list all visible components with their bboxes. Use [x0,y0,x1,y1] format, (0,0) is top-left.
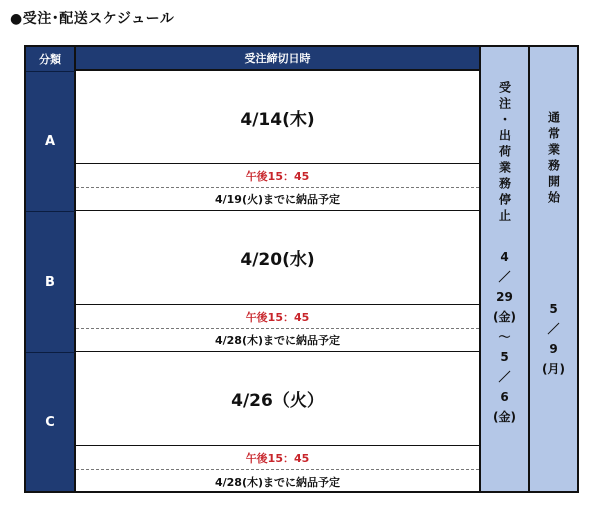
resume-label: 通常業務開始 [546,111,561,207]
resume-column [528,47,577,491]
suspension-period-line: (金) [493,310,516,324]
suspension-period-line: ／ [498,370,511,384]
deadline-date-b: 4/20(水) [76,211,479,305]
deadline-time-c: 午後15：45 [76,446,479,470]
suspension-period-line: 29 [496,290,513,304]
suspension-period-line: ／ [498,270,511,284]
delivery-a: 4/19(火)までに納品予定 [76,188,479,211]
suspension-period-line: ～ [498,330,511,344]
suspension-period-line: (金) [493,410,516,424]
suspension-period-line: 5 [500,350,509,364]
page-title: ●受注･配送スケジュール [10,11,175,27]
deadline-time-a: 午後15：45 [76,164,479,188]
delivery-c: 4/28(木)までに納品予定 [214,475,341,489]
category-c: C [26,352,76,491]
header-category: 分類 [26,47,76,71]
category-b: B [26,211,76,352]
resume-date-line: 5 [549,302,558,316]
resume-date [542,299,565,379]
deadline-date-a: 4/14(木) [76,71,479,164]
suspension-period [493,247,516,427]
category-a: A [26,71,76,211]
header-deadline: 受注締切日時 [76,47,479,71]
resume-date-line: 9 [549,342,558,356]
suspension-period-line: 4 [500,250,509,264]
deadline-time-b: 午後15：45 [76,305,479,329]
resume-date-line: ／ [547,322,560,336]
resume-date-line: (月) [542,362,565,376]
suspension-label: 受注・出荷業務停止 [497,81,512,225]
suspension-column [479,47,528,491]
delivery-b: 4/28(木)までに納品予定 [76,329,479,352]
deadline-date-c: 4/26（火） [76,352,479,446]
schedule-table [24,45,579,493]
suspension-period-line: 6 [500,390,509,404]
